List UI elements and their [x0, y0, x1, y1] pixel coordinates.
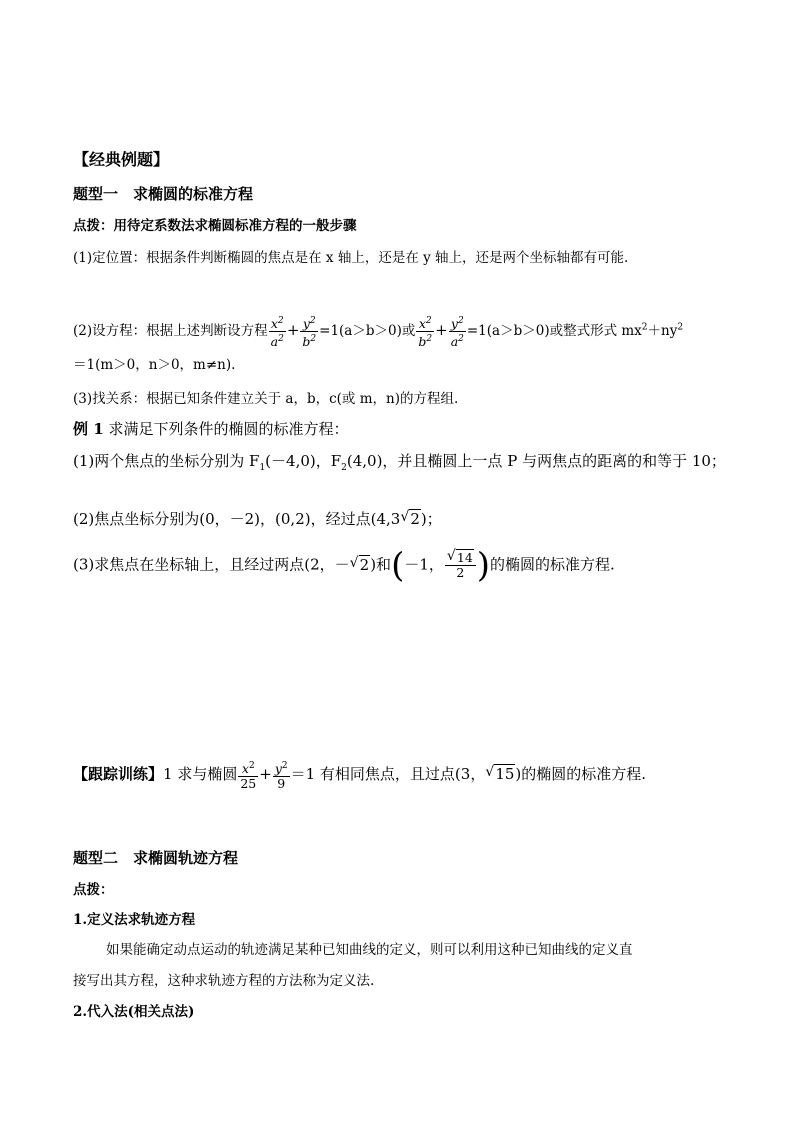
type1-step2-line2: ＝1(m＞0，n＞0，m≠n). [73, 357, 236, 373]
example1-q2: (2)焦点坐标分别为(0，－2)，(0,2)，经过点(4,3 √ 2)； [73, 509, 442, 528]
type2-method1-line1: 如果能确定动点运动的轨迹满足某种已知曲线的定义，则可以利用这种已知曲线的定义直 [106, 942, 633, 958]
type1-step3: (3)找关系：根据已知条件建立关于 a，b，c(或 m，n)的方程组. [73, 391, 459, 407]
type2-method1-line2: 接写出其方程，这种求轨迹方程的方法称为定义法. [73, 973, 375, 989]
example1-text: 求满足下列条件的椭圆的标准方程： [103, 420, 349, 438]
fraction-x2-b2: $\frac{x^2}{b^2}$ [418, 316, 433, 350]
type2-tip: 点拨： [73, 882, 114, 898]
fraction-x2-a2: $\frac{x^2}{a^2}$ [270, 316, 284, 350]
type1-title: 题型一 求椭圆的标准方程 [73, 185, 254, 203]
fraction-sqrt14-2: √ 14 2 [445, 551, 476, 580]
sqrt-2: √ 2 [349, 554, 370, 574]
example1-q3: (3)求焦点在坐标轴上，且经过两点(2，－ √ 2)和(－1， √ 14 2 )的椭圆的标准方程. [73, 545, 615, 586]
fraction-y2-a2: $\frac{y^2}{a^2}$ [450, 316, 464, 350]
type2-method1-title: 1.定义法求轨迹方程 [73, 912, 196, 928]
fraction-y2-b2: $\frac{y^2}{b^2}$ [302, 316, 317, 350]
example1-q1: (1)两个焦点的坐标分别为 $F_1(-4,0)$，$F_2(4,0)$，并且椭圆上一点 P 与两焦点的距离的和等于 10； [73, 452, 726, 473]
section-header: 【经典例题】 [73, 150, 170, 169]
type1-tip: 点拨：用待定系数法求椭圆标准方程的一般步骤 [73, 218, 357, 234]
training-label: 【跟踪训练】 [73, 765, 164, 784]
training-line: 【跟踪训练】1 求与椭圆 $\frac{x^2}{25}$ + $\frac{y^2}{9}$ ＝1 有相同焦点，且过点(3， √ 15)的椭圆的标准方程. [73, 761, 647, 792]
fraction-x2-25: $\frac{x^2}{25}$ [240, 761, 257, 792]
fraction-y2-9: $\frac{y^2}{9}$ [274, 761, 288, 792]
plus-sign: + [286, 321, 300, 340]
sqrt-2: √ 2 [400, 509, 420, 528]
type2-title: 题型二 求椭圆轨迹方程 [73, 849, 239, 867]
example1-heading [73, 419, 348, 439]
example1-label: 例 1 [73, 420, 104, 438]
type1-step2: (2)设方程：根据上述判断设方程 $\frac{x^2}{a^2}$ + $\frac{y^2}{b^2}$ =1(a＞b＞0)或 $\frac{x^2}{b^2}$ + $\frac{y^2}{a^2}$ =1(a＞b＞0)或整式形式 $mx^2+ny^2$ [73, 316, 684, 350]
sqrt-15: √ 15 [485, 764, 515, 784]
type1-step1: (1)定位置：根据条件判断椭圆的焦点是在 x 轴上，还是在 y 轴上，还是两个坐标轴都有可能. [73, 250, 629, 266]
step2-prefix: (2)设方程：根据上述判断设方程 [73, 323, 268, 340]
type2-method2-title: 2.代入法(相关点法) [73, 1004, 195, 1020]
